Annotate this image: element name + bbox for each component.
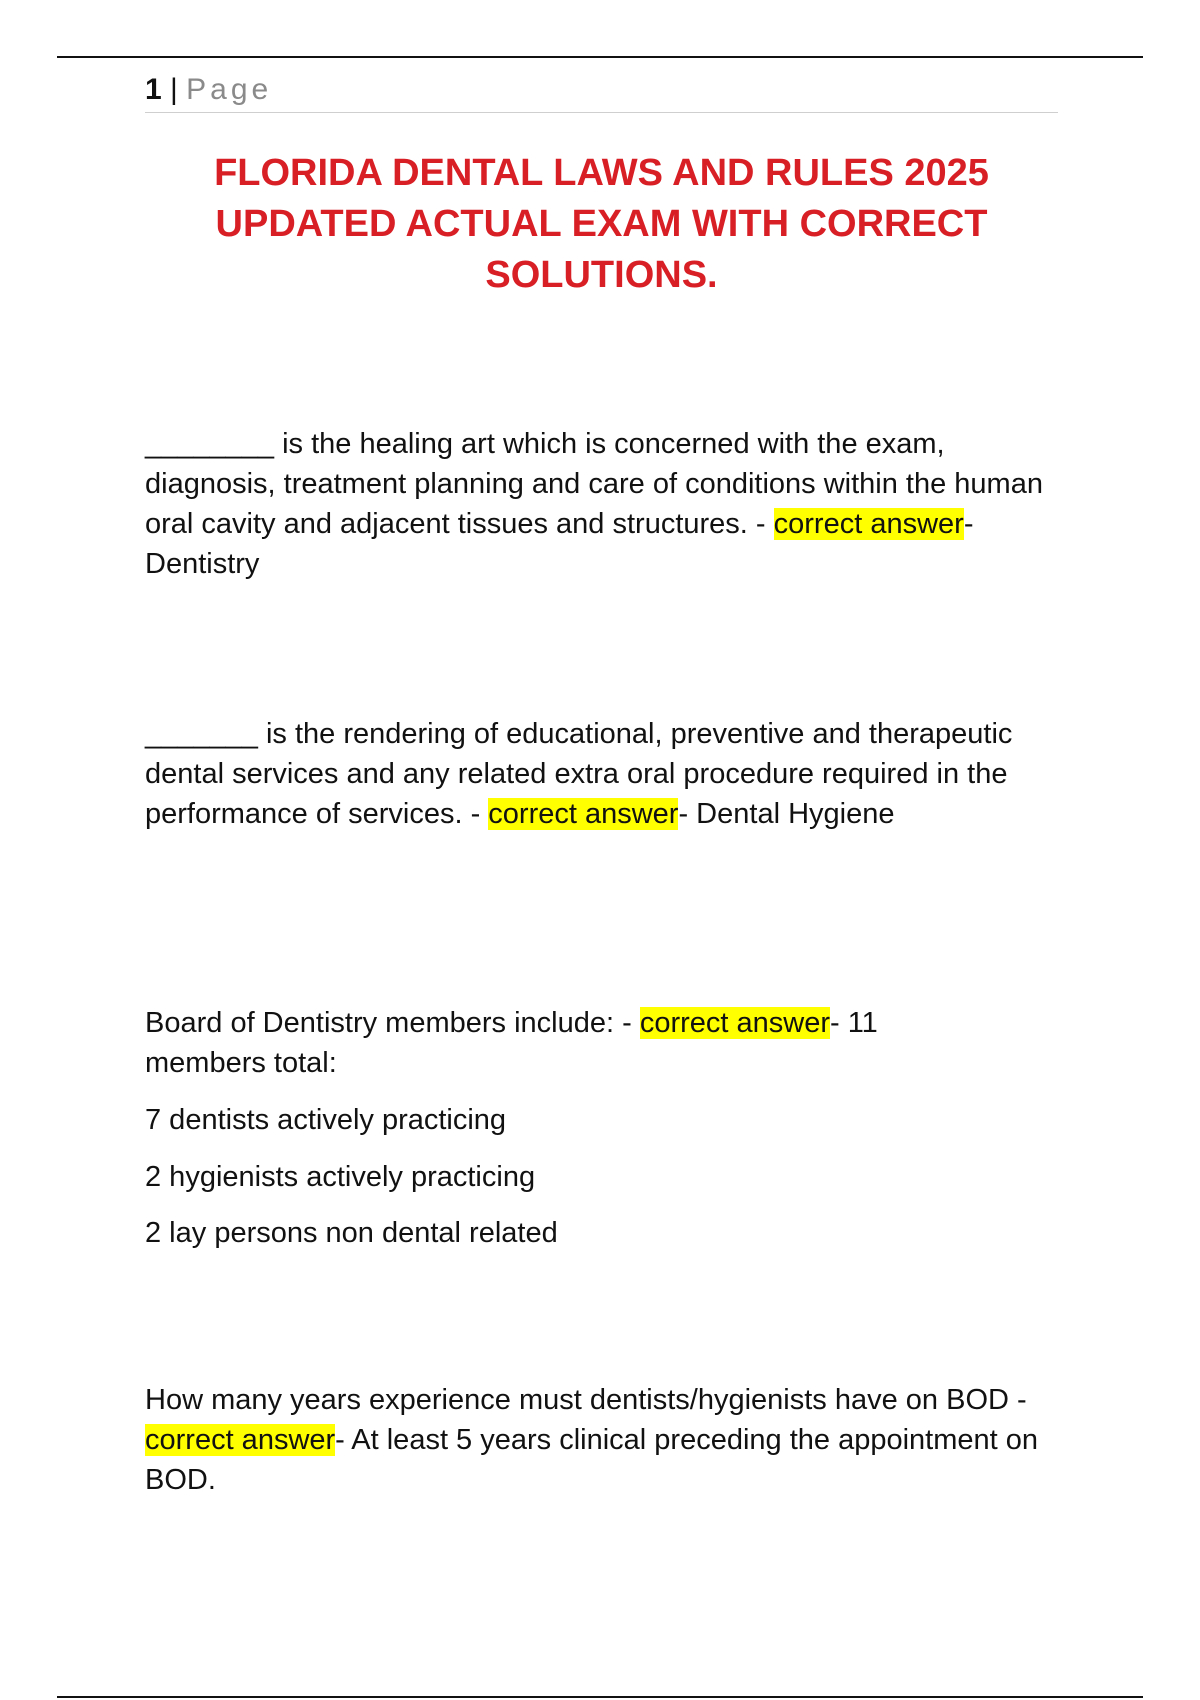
detail-line-2: 2 hygienists actively practicing bbox=[145, 1161, 536, 1193]
bottom-rule bbox=[57, 1696, 1143, 1698]
document-title: FLORIDA DENTAL LAWS AND RULES 2025 UPDATED ACTUAL EXAM WITH CORRECT SOLUTIONS. bbox=[214, 152, 989, 296]
answer-text: - Dentistry bbox=[145, 508, 974, 580]
detail-line-3: 2 lay persons non dental related bbox=[145, 1217, 558, 1249]
question-text: _______ is the rendering of educational, preventive and therapeutic dental services and any related extra oral procedure required in the performance of services. - bbox=[145, 718, 1013, 830]
question-text: Board of Dentistry members include: - bbox=[145, 1007, 640, 1039]
qa-item-3 bbox=[145, 1003, 975, 1083]
qa-text bbox=[145, 1003, 975, 1083]
page-number: 1 bbox=[145, 73, 162, 106]
correct-answer-marker: correct answer bbox=[773, 508, 964, 540]
qa-item-1 bbox=[145, 424, 1060, 584]
detail-line-1: 7 dentists actively practicing bbox=[145, 1104, 507, 1136]
correct-answer-marker: correct answer bbox=[488, 798, 679, 830]
qa-item-2 bbox=[145, 714, 1060, 834]
question-text: ________ is the healing art which is concerned with the exam, diagnosis, treatment planning and care of conditions within the human oral cavity and adjacent tissues and structures. - bbox=[145, 428, 1043, 540]
question-text: How many years experience must dentists/hygienists have on BOD - bbox=[145, 1384, 1027, 1416]
answer-text: - Dental Hygiene bbox=[678, 798, 895, 830]
answer-text: - At least 5 years clinical preceding the appointment on BOD. bbox=[145, 1424, 1039, 1496]
qa-text bbox=[145, 1380, 1060, 1500]
page-separator: | bbox=[170, 73, 178, 106]
top-rule bbox=[57, 56, 1143, 58]
qa-item-4 bbox=[145, 1380, 1060, 1500]
correct-answer-marker: correct answer bbox=[145, 1424, 336, 1456]
correct-answer-marker: correct answer bbox=[639, 1007, 830, 1039]
qa-text bbox=[145, 714, 1060, 834]
qa-text bbox=[145, 424, 1060, 584]
page-label: Page bbox=[186, 73, 273, 106]
page-header bbox=[145, 72, 1058, 113]
answer-text: - 11 members total: bbox=[145, 1007, 878, 1079]
